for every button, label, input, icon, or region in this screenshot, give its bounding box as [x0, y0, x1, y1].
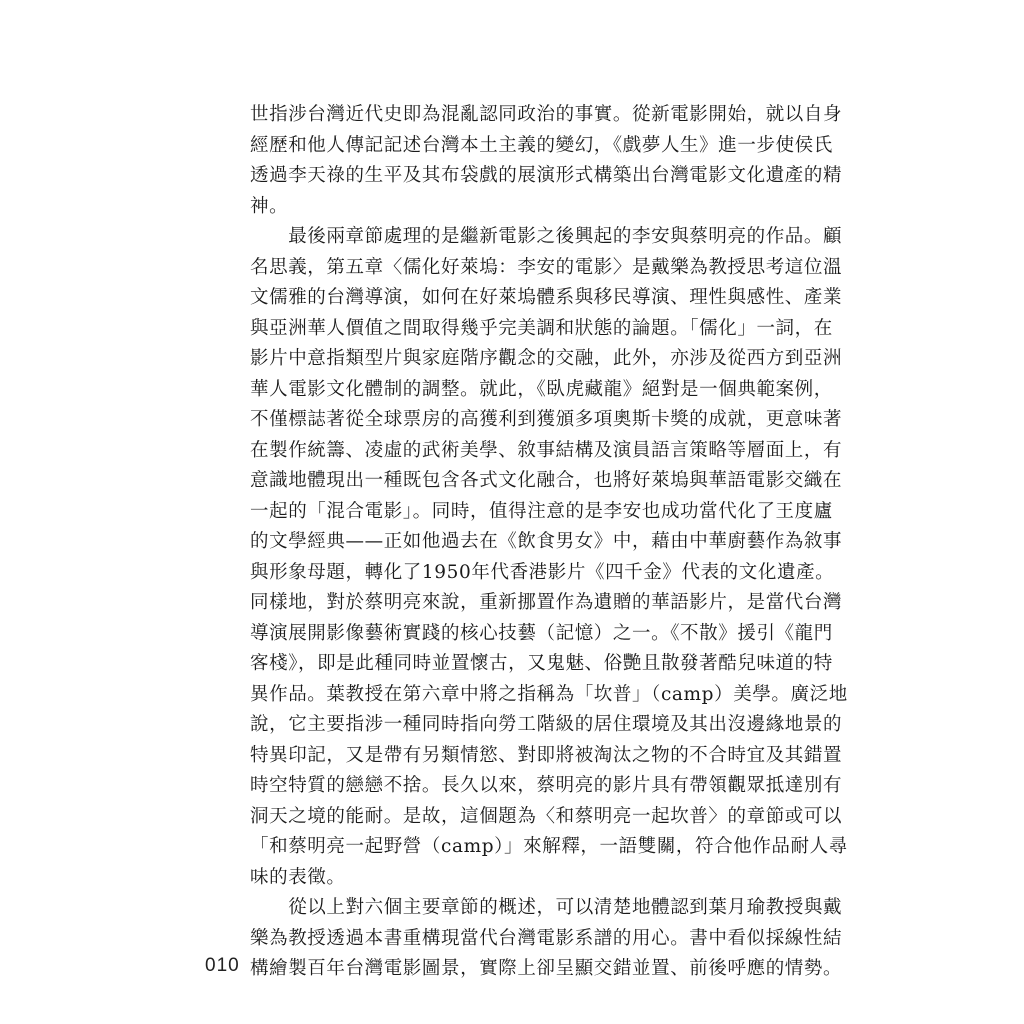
text-line: 客棧》，即是此種同時並置懷古，又鬼魅、俗艷且散發著酷兒味道的特 [250, 653, 833, 674]
text-line: 與亞洲華人價值之間取得幾乎完美調和狀態的論題。「儒化」一詞，在 [250, 317, 833, 339]
text-line: 的文學經典——正如他過去在《飲食男女》中，藉由中華廚藝作為敘事 [250, 531, 843, 552]
text-line: 華人電影文化體制的調整。就此，《臥虎藏龍》絕對是一個典範案例， [250, 378, 833, 400]
text-line: 不僅標誌著從全球票房的高獲利到獲頒多項奧斯卡獎的成就，更意味著 [250, 409, 843, 430]
text-line: 經歷和他人傳記記述台灣本土主義的變幻，《戲夢人生》進一步使侯氏 [250, 134, 833, 156]
text-line: 在製作統籌、凌虛的武術美學、敘事結構及演員語言策略等層面上，有 [250, 439, 843, 461]
text-line: 世指涉台灣近代史即為混亂認同政治的事實。從新電影開始，就以自身 [250, 104, 843, 125]
text-line: 最後兩章節處理的是繼新電影之後興起的李安與蔡明亮的作品。顧 [250, 226, 843, 247]
body-text [250, 100, 848, 985]
text-line: 導演展開影像藝術實踐的核心技藝（記憶）之一。《不散》援引《龍門 [250, 622, 833, 644]
text-line: 樂為教授透過本書重構現當代台灣電影系譜的用心。書中看似採線性結 [250, 927, 843, 949]
text-line: 從以上對六個主要章節的概述，可以清楚地體認到葉月瑜教授與戴 [250, 897, 843, 918]
text-line: 一起的「混合電影」。同時，值得注意的是李安也成功當代化了王度廬 [250, 500, 833, 522]
text-line: 「和蔡明亮一起野營（camp）」來解釋，一語雙關，符合他作品耐人尋 [250, 836, 848, 857]
text-line: 影片中意指類型片與家庭階序觀念的交融，此外，亦涉及從西方到亞洲 [250, 348, 843, 369]
text-line: 與形象母題，轉化了1950年代香港影片《四千金》代表的文化遺產。 [250, 561, 835, 583]
text-line: 透過李天祿的生平及其布袋戲的展演形式構築出台灣電影文化遺產的精 [250, 165, 843, 186]
text-line: 時空特質的戀戀不捨。長久以來，蔡明亮的影片具有帶領觀眾抵達別有 [250, 775, 843, 796]
text-line: 同樣地，對於蔡明亮來說，重新挪置作為遺贈的華語影片，是當代台灣 [250, 592, 843, 613]
text-line: 特異印記，又是帶有另類情慾、對即將被淘汰之物的不合時宜及其錯置 [250, 744, 843, 766]
text-line: 構繪製百年台灣電影圖景，實際上卻呈顯交錯並置、前後呼應的情勢。 [250, 958, 843, 979]
page-number: 010 [205, 955, 240, 976]
text-line: 名思義，第五章〈儒化好萊塢：李安的電影〉是戴樂為教授思考這位溫 [250, 256, 843, 278]
text-line: 說，它主要指涉一種同時指向勞工階級的居住環境及其出沒邊緣地景的 [250, 714, 843, 735]
text-line: 味的表徵。 [250, 866, 346, 888]
text-line: 意識地體現出一種既包含各式文化融合，也將好萊塢與華語電影交織在 [250, 470, 843, 491]
text-line: 洞天之境的能耐。是故，這個題為〈和蔡明亮一起坎普〉的章節或可以 [250, 805, 843, 827]
text-line: 神。 [250, 195, 289, 217]
text-line: 文儒雅的台灣導演，如何在好萊塢體系與移民導演、理性與感性、產業 [250, 287, 843, 308]
text-line: 異作品。葉教授在第六章中將之指稱為「坎普」（camp）美學。廣泛地 [250, 683, 848, 705]
